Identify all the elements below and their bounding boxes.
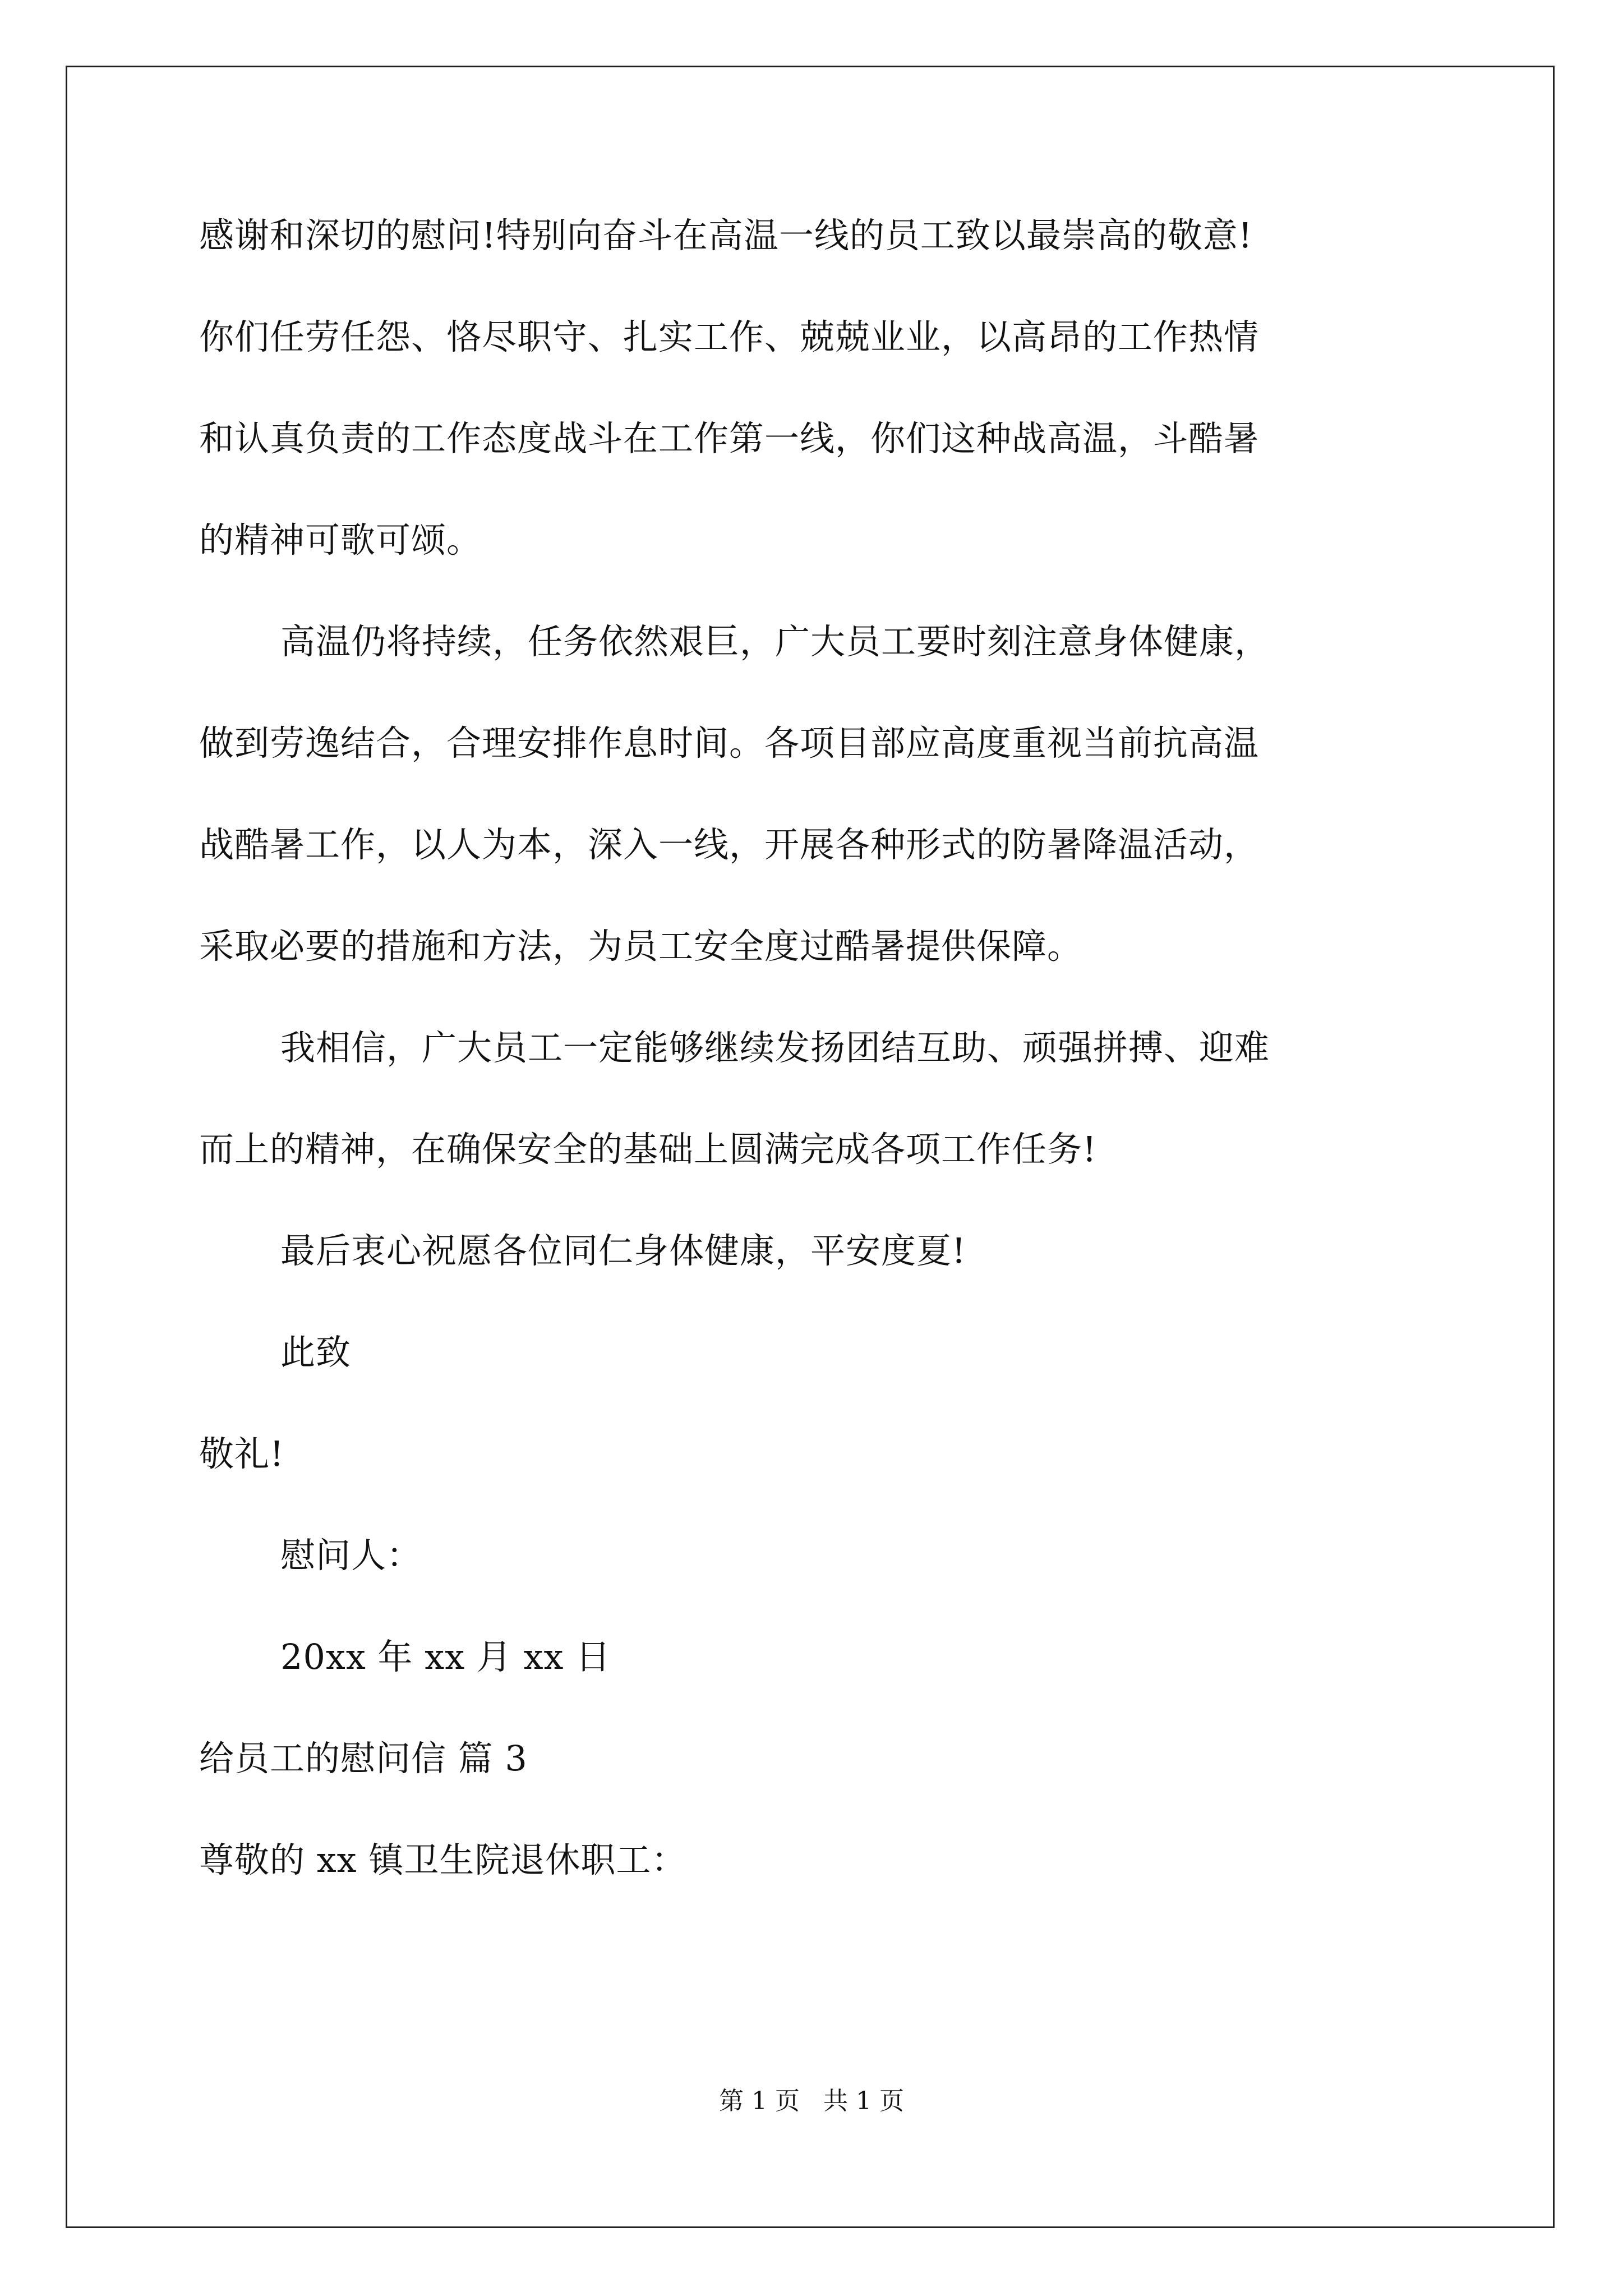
date-line: 20xx 年 xx 月 xx 日 (280, 1636, 611, 1677)
salutation-cizhi: 此致 (280, 1332, 352, 1373)
paragraph-line-6: 做到劳逸结合，合理安排作息时间。各项目部应高度重视当前抗高温 (199, 723, 1260, 763)
paragraph-line-10: 而上的精神，在确保安全的基础上圆满完成各项工作任务! (199, 1129, 1097, 1170)
paragraph-line-5: 高温仍将持续，任务依然艰巨，广大员工要时刻注意身体健康， (280, 621, 1270, 662)
section-heading: 给员工的慰问信 篇 3 (199, 1738, 528, 1779)
paragraph-line-8: 采取必要的措施和方法，为员工安全度过酷暑提供保障。 (199, 926, 1083, 967)
signature-label: 慰问人： (280, 1535, 422, 1576)
closing-wish-line: 最后衷心祝愿各位同仁身体健康，平安度夏! (280, 1230, 966, 1271)
paragraph-line-7: 战酷暑工作，以人为本，深入一线，开展各种形式的防暑降温活动， (199, 824, 1260, 865)
paragraph-line-2: 你们任劳任怨、恪尽职守、扎实工作、兢兢业业，以高昂的工作热情 (199, 316, 1260, 357)
letter-greeting: 尊敬的 xx 镇卫生院退休职工： (199, 1839, 687, 1880)
salutation-jingli: 敬礼! (199, 1433, 284, 1474)
paragraph-line-4: 的精神可歌可颂。 (199, 519, 482, 560)
paragraph-line-3: 和认真负责的工作态度战斗在工作第一线，你们这种战高温，斗酷暑 (199, 418, 1260, 459)
paragraph-line-9: 我相信，广大员工一定能够继续发扬团结互助、顽强拼搏、迎难 (280, 1027, 1270, 1068)
paragraph-line-1: 感谢和深切的慰问!特别向奋斗在高温一线的员工致以最崇高的敬意! (199, 215, 1253, 256)
page-number-footer: 第 1 页 共 1 页 (719, 2087, 904, 2115)
